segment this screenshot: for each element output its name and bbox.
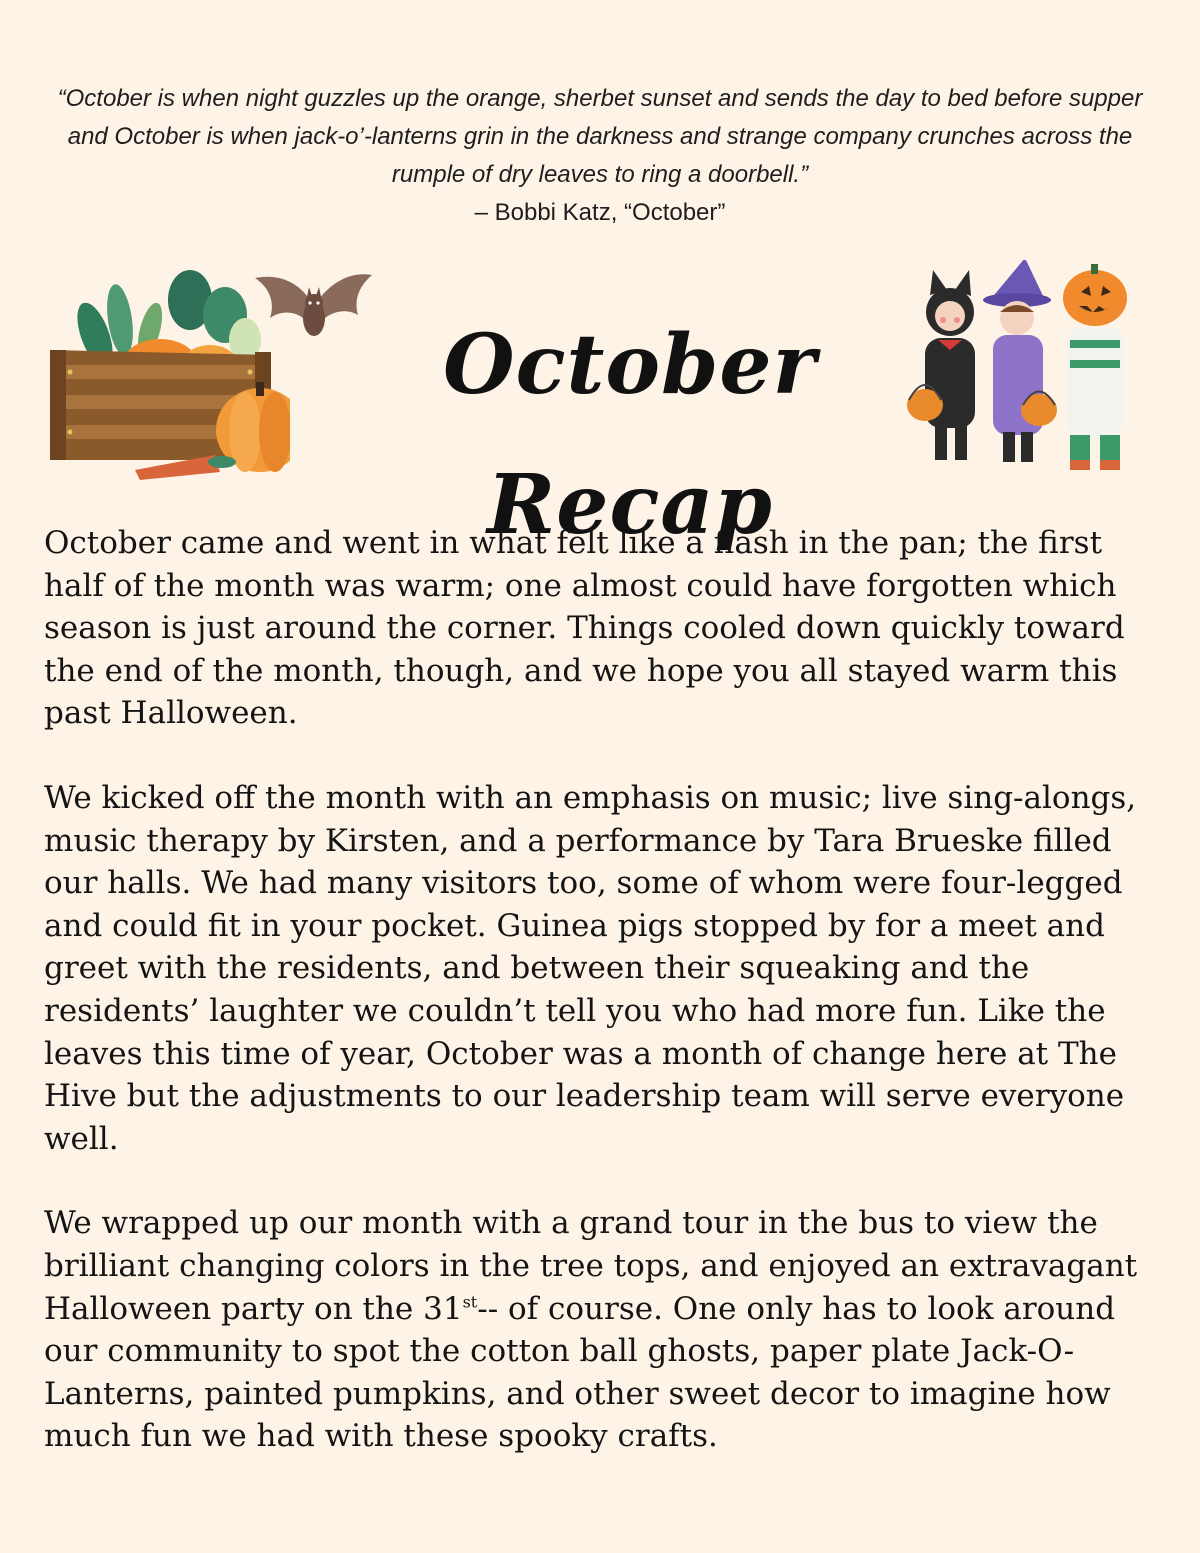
bat-icon (250, 263, 375, 358)
article-paragraph: October came and went in what felt like a flash in the pan; the first half of the month was warm; one almost could have forgotten which season is just around the corner. Things cooled down quickly toward the end of the month, though, and we hope you all stayed warm this past Halloween. (44, 525, 1125, 732)
article-body (44, 522, 1164, 1458)
paragraph-text: -- of course. One only has to look around our community to spot the cotton ball ghosts, paper plate Jack-O-Lanterns, painted pumpkins, and other sweet decor to imagine how much fun we had with these spooky crafts. (44, 1290, 1116, 1455)
title-banner (0, 255, 1200, 553)
article-paragraph: We kicked off the month with an emphasis on music; live sing-alongs, music therapy by Kirsten, and a performance by Tara Brueske filled our halls. We had many visitors too, some of whom were four-legged and could fit in your pocket. Guinea pigs stopped by for a meet and greet with the residents, and between their squeaking and the residents’ laughter we couldn’t tell you who had more fun. Like the leaves this time of year, October was a month of change here at The Hive but the adjustments to our leadership team will serve everyone well. (44, 779, 1137, 1157)
quote-attribution: – Bobbi Katz, “October” (474, 199, 726, 226)
ordinal-suffix: st (462, 1292, 478, 1312)
trick-or-treaters-icon (905, 260, 1145, 485)
epigraph (40, 80, 1160, 232)
paragraph-text: We wrapped up our month with a grand tour in the bus to view the brilliant changing colors in the tree tops, and enjoyed an extravagant Halloween party on the 31 (44, 1205, 1138, 1327)
article-paragraph (44, 1202, 1164, 1458)
page-title: October Recap (443, 317, 817, 553)
quote-text: “October is when night guzzles up the orange, sherbet sunset and sends the day to bed before supper and October is when jack-o’-lanterns grin in the darkness and strange company crunches across the rumple of dry leaves to ring a doorbell.” (57, 85, 1143, 188)
